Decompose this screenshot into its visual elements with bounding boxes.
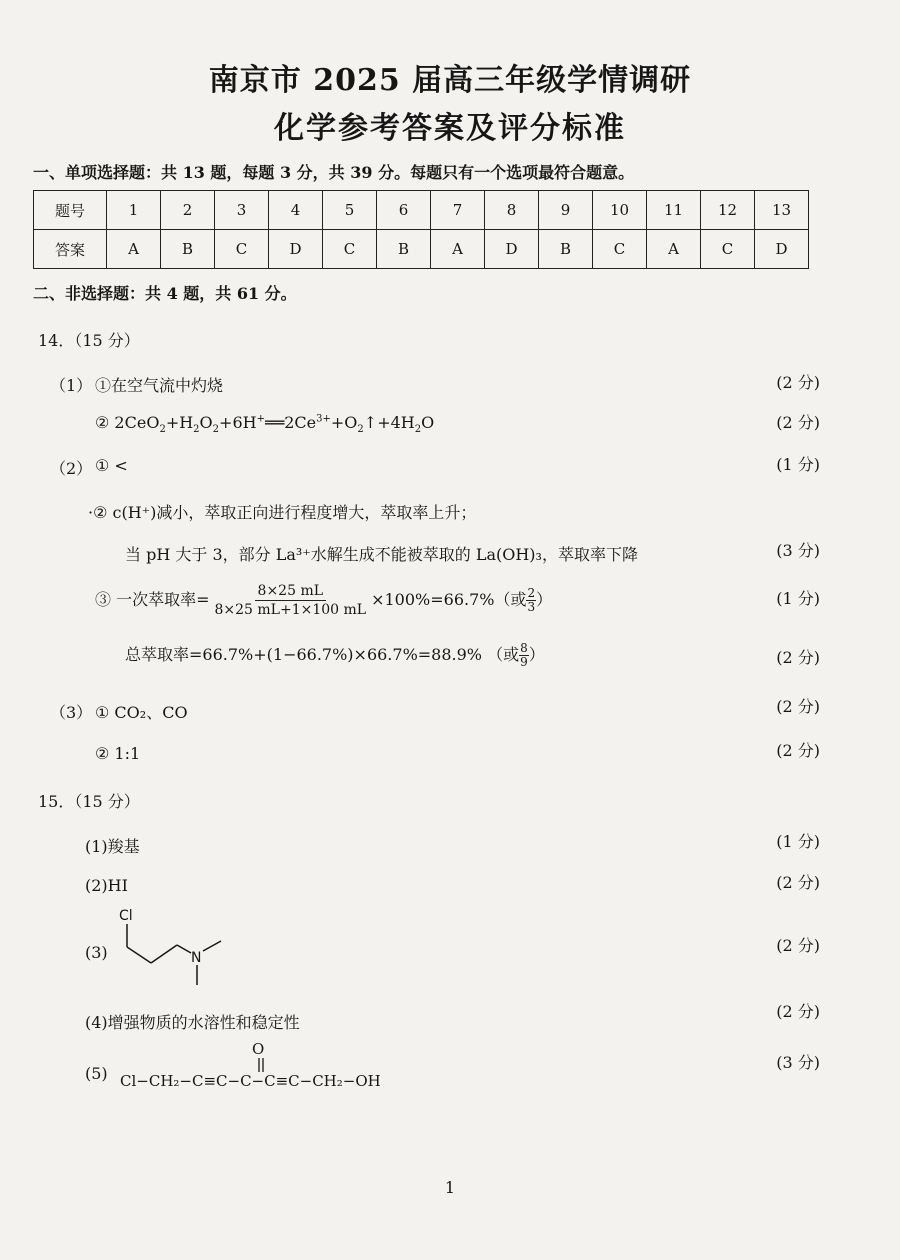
q15-part1: (1)羧基 — [85, 837, 140, 856]
table-cell: 13 — [755, 191, 809, 230]
q14-part1-answer1: ①在空气流中灼烧 — [95, 376, 224, 395]
row-label-number: 题号 — [34, 191, 107, 230]
table-cell: 7 — [431, 191, 485, 230]
q14-part2-label: （2） — [50, 459, 93, 478]
table-cell: 2 — [161, 191, 215, 230]
q15-header: 15．（15 分） — [38, 792, 140, 811]
q14-part2-answer1: ① < — [95, 456, 128, 475]
q15-part5-label: (5) — [85, 1064, 108, 1083]
table-cell: 1 — [107, 191, 161, 230]
table-cell: D — [755, 230, 809, 269]
score-label: (2 分) — [776, 741, 820, 760]
table-cell: 6 — [377, 191, 431, 230]
skeletal-structure — [115, 905, 235, 990]
q14-part2-answer2-line1: ·② c(H⁺)减小，萃取正向进行程度增大，萃取率上升； — [88, 503, 477, 522]
table-cell: C — [593, 230, 647, 269]
score-label: (2 分) — [776, 373, 820, 392]
q14-part3-answer1: ① CO₂、CO — [95, 703, 188, 722]
nitrogen-atom: N — [191, 950, 202, 966]
table-cell: 3 — [215, 191, 269, 230]
score-label: (2 分) — [776, 697, 820, 716]
q15-part4: (4)增强物质的水溶性和稳定性 — [85, 1013, 300, 1032]
q14-part2-answer2-line2: 当 pH 大于 3，部分 La³⁺水解生成不能被萃取的 La(OH)₃，萃取率下降 — [125, 545, 638, 564]
page-number: 1 — [444, 1178, 456, 1197]
table-cell: 4 — [269, 191, 323, 230]
score-label: (1 分) — [776, 455, 820, 474]
table-cell: 5 — [323, 191, 377, 230]
table-cell: 9 — [539, 191, 593, 230]
q14-header: 14．（15 分） — [38, 331, 140, 350]
table-cell: C — [701, 230, 755, 269]
table-cell: A — [431, 230, 485, 269]
q15-part3-label: (3) — [85, 943, 108, 962]
q14-part3-label: （3） — [50, 703, 93, 722]
table-cell: B — [161, 230, 215, 269]
extraction-fraction: $\frac{8\times 25 mL}{8\times 25 mL+1\times 100 mL}$ — [214, 583, 367, 618]
q14-part1-equation: ② $2CeO_2+H_2O_2+6H^+══2Ce^{3+}+O_2↑+4H_2O$ — [95, 413, 435, 436]
score-label: (1 分) — [776, 832, 820, 851]
document-subtitle: 化学参考答案及评分标准 — [274, 111, 626, 146]
table-cell: 10 — [593, 191, 647, 230]
carbonyl-double-bond — [256, 1058, 266, 1072]
score-label: (3 分) — [776, 541, 820, 560]
carbonyl-oxygen: O — [252, 1040, 265, 1058]
table-cell: A — [647, 230, 701, 269]
q14-part2-total-formula: 总萃取率=66.7%+(1−66.7%)×66.7%=88.9% （或 $\frac{8}{9}$ ） — [125, 641, 545, 669]
score-label: (3 分) — [776, 1053, 820, 1072]
table-cell: 8 — [485, 191, 539, 230]
score-label: (2 分) — [776, 873, 820, 892]
table-row-answers — [34, 230, 809, 269]
table-cell: B — [377, 230, 431, 269]
table-cell: C — [323, 230, 377, 269]
q15-part2: (2)HI — [85, 876, 128, 895]
document-title: 南京市 2025 届高三年级学情调研 — [208, 63, 692, 98]
answer-table — [33, 190, 809, 269]
score-label: (2 分) — [776, 648, 820, 667]
table-cell: D — [485, 230, 539, 269]
table-cell: B — [539, 230, 593, 269]
table-cell: 11 — [647, 191, 701, 230]
q15-part5-formula: Cl−CH₂−C≡C−C−C≡C−CH₂−OH — [120, 1072, 381, 1090]
table-cell: C — [215, 230, 269, 269]
section2-heading: 二、非选择题：共 4 题，共 61 分。 — [33, 284, 297, 303]
score-label: (2 分) — [776, 1002, 820, 1021]
table-cell: A — [107, 230, 161, 269]
q14-part2-extraction-formula: ③ 一次萃取率= $\frac{8\times 25 mL}{8\times 25 mL+1\times 100 mL}$ ×100%=66.7%（或 $\frac{2}{3}$ ） — [95, 583, 553, 618]
q14-part1-label: （1） — [50, 376, 93, 395]
chlorine-atom: Cl — [119, 908, 133, 924]
q14-part3-answer2: ② 1:1 — [95, 744, 141, 763]
table-cell: 12 — [701, 191, 755, 230]
score-label: (2 分) — [776, 413, 820, 432]
section1-heading: 一、单项选择题：共 13 题，每题 3 分，共 39 分。每题只有一个选项最符合题意。 — [33, 163, 635, 182]
row-label-answer: 答案 — [34, 230, 107, 269]
score-label: (1 分) — [776, 589, 820, 608]
table-row-numbers — [34, 191, 809, 230]
score-label: (2 分) — [776, 936, 820, 955]
table-cell: D — [269, 230, 323, 269]
